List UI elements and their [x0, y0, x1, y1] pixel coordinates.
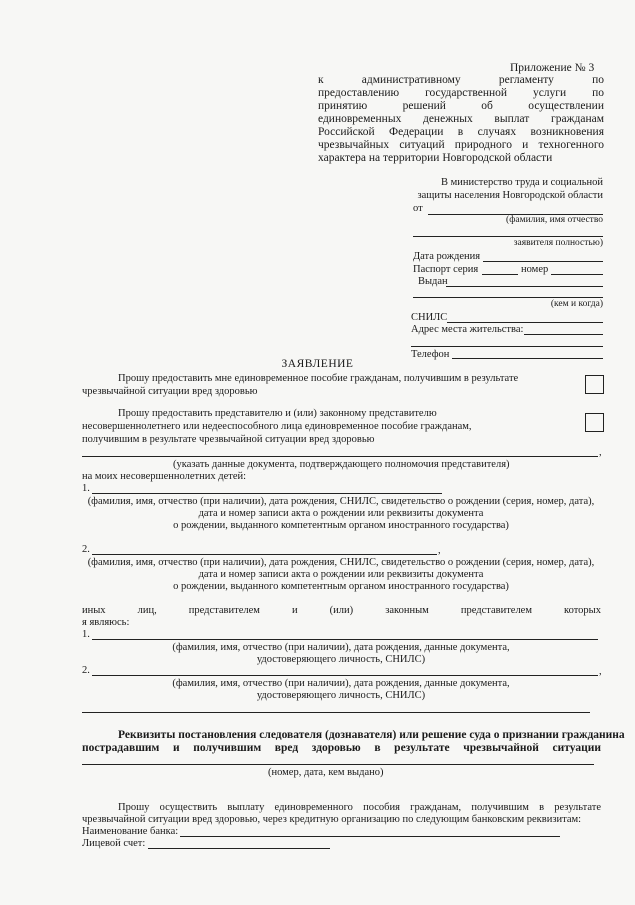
child-2-hint-2: дата и номер записи акта о рождении или реквизиты документа	[198, 569, 484, 580]
request-1-checkbox[interactable]	[585, 375, 604, 394]
request-2-line-1: Прошу предоставить представителю и (или) законному представителю	[118, 408, 437, 419]
address-field[interactable]	[524, 334, 603, 335]
comma: ,	[599, 447, 602, 458]
other-extra-field[interactable]	[82, 712, 590, 713]
child-1-number: 1.	[82, 483, 90, 494]
other-1-hint-1: (фамилия, имя, отчество (при наличии), дата рождения, данные документа,	[172, 642, 510, 653]
snils-label: СНИЛС	[411, 312, 448, 323]
appendix-line-1: к административному регламенту по	[318, 74, 604, 86]
others-intro-2: я являюсь:	[82, 617, 130, 628]
fio-hint-2: заявителя полностью)	[513, 238, 603, 248]
bank-name-label: Наименование банка:	[82, 826, 179, 837]
address-label: Адрес места жительства:	[411, 324, 524, 335]
other-1-number: 1.	[82, 629, 90, 640]
other-2-hint-2: удостоверяющего личность, СНИЛС)	[256, 690, 426, 701]
representative-doc-hint: (указать данные документа, подтверждающего полномочия представителя)	[173, 459, 510, 470]
decision-line-2: пострадавшим и получившим вред здоровью в результате чрезвычайной ситуации	[82, 742, 601, 754]
representative-doc-field[interactable]	[82, 456, 598, 457]
issued-label: Выдан	[418, 276, 448, 287]
account-label: Лицевой счет:	[82, 838, 146, 849]
appendix-title: Приложение № 3	[510, 62, 595, 74]
document-title: ЗАЯВЛЕНИЕ	[281, 358, 354, 370]
child-1-hint-2: дата и номер записи акта о рождении или реквизиты документа	[198, 508, 484, 519]
passport-number-label: номер	[521, 264, 549, 275]
other-2-field[interactable]	[92, 675, 598, 676]
child-2-hint-3: о рождении, выданного компетентным органом иностранного государства)	[173, 581, 509, 592]
request-2-line-3: получившим в результате чрезвычайной ситуации вред здоровью	[82, 434, 375, 445]
addressee-line-1: В министерство труда и социальной	[440, 177, 603, 188]
birth-field[interactable]	[483, 261, 603, 262]
account-field[interactable]	[148, 848, 330, 849]
appendix-line-5: Российской Федерации в случаях возникновения	[318, 126, 604, 138]
appendix-line-4: единовременных денежных выплат гражданам	[318, 113, 604, 125]
addressee-line-2: защиты населения Новгородской области	[417, 190, 603, 201]
other-2-comma: ,	[599, 666, 602, 677]
request-2-line-2: несовершеннолетнего или недееспособного лица единовременное пособие гражданам,	[82, 421, 472, 432]
other-2-hint-1: (фамилия, имя, отчество (при наличии), дата рождения, данные документа,	[172, 678, 510, 689]
passport-series-field[interactable]	[482, 274, 518, 275]
child-2-field[interactable]	[92, 554, 437, 555]
request-1-line-2: чрезвычайной ситуации вред здоровью	[82, 386, 258, 397]
child-2-hint-1: (фамилия, имя, отчество (при наличии), дата рождения, СНИЛС, свидетельство о рождении (серия, номер, дата),	[87, 557, 595, 568]
issued-field[interactable]	[446, 286, 603, 287]
fio-hint: (фамилия, имя отчество	[506, 215, 603, 225]
child-1-hint-3: о рождении, выданного компетентным органом иностранного государства)	[173, 520, 509, 531]
appendix-line-3: принятию решений об осуществлении	[318, 100, 604, 112]
request-1-line-1: Прошу предоставить мне единовременное пособие гражданам, получившим в результате	[118, 373, 519, 384]
payment-line-2: чрезвычайной ситуации вред здоровью, через кредитную организацию по следующим банковским реквизитам:	[82, 814, 582, 825]
from-label: от	[413, 203, 423, 214]
appendix-line-7: характера на территории Новгородской области	[318, 152, 553, 164]
birth-label: Дата рождения	[413, 251, 481, 262]
phone-label: Телефон	[411, 349, 450, 360]
passport-number-field[interactable]	[551, 274, 603, 275]
others-intro: иных лиц, представителем и (или) законным представителем которых	[82, 605, 601, 616]
other-2-number: 2.	[82, 665, 90, 676]
address-field-2[interactable]	[411, 346, 603, 347]
decision-line-1: Реквизиты постановления следователя (дознавателя) или решение суда о признании гражданина	[118, 729, 625, 741]
issued-hint: (кем и когда)	[550, 299, 603, 309]
other-1-field[interactable]	[92, 639, 598, 640]
other-1-hint-2: удостоверяющего личность, СНИЛС)	[256, 654, 426, 665]
appendix-line-6: чрезвычайных ситуаций природного и техногенного	[318, 139, 604, 151]
payment-line-1: Прошу осуществить выплату единовременного пособия гражданам, получившим в результате	[118, 802, 601, 813]
child-1-hint-1: (фамилия, имя, отчество (при наличии), дата рождения, СНИЛС, свидетельство о рождении (серия, номер, дата),	[87, 496, 595, 507]
decision-field[interactable]	[82, 764, 594, 765]
passport-series-label: Паспорт серия	[413, 264, 479, 275]
child-2-number: 2.	[82, 544, 90, 555]
decision-hint: (номер, дата, кем выдано)	[268, 767, 384, 778]
child-2-comma: ,	[438, 545, 441, 556]
bank-name-field[interactable]	[180, 836, 560, 837]
child-1-field[interactable]	[92, 493, 442, 494]
appendix-line-2: предоставлению государственной услуги по	[318, 87, 604, 99]
request-2-checkbox[interactable]	[585, 413, 604, 432]
children-intro: на моих несовершеннолетних детей:	[82, 471, 247, 482]
